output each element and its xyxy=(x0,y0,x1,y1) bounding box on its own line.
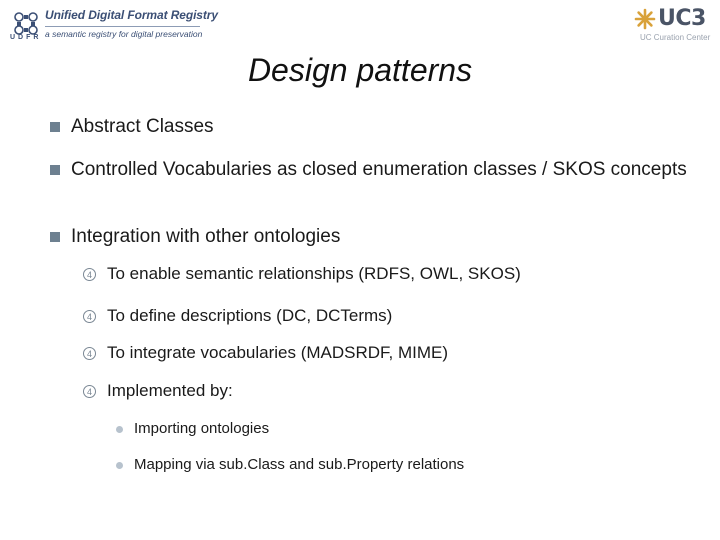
slide-header xyxy=(0,0,720,50)
uc3-logo-text: UC3 xyxy=(658,6,706,31)
dot-bullet-icon xyxy=(116,462,123,469)
subitem-semantic-relationships: To enable semantic relationships (RDFS, OWL, SKOS) xyxy=(107,264,521,283)
registry-title: Unified Digital Format Registry xyxy=(45,8,218,22)
square-bullet-icon xyxy=(50,122,60,132)
slide-title: Design patterns xyxy=(247,52,473,88)
bullet-abstract-classes: Abstract Classes xyxy=(71,116,214,137)
subitem-define-descriptions: To define descriptions (DC, DCTerms) xyxy=(107,306,393,325)
square-bullet-icon xyxy=(50,165,60,175)
uc3-star-icon xyxy=(634,8,656,30)
registry-subtitle: a semantic registry for digital preservation xyxy=(45,29,203,39)
subsubitem-importing-ontologies: Importing ontologies xyxy=(134,420,270,437)
circled-four-icon: 4 xyxy=(83,347,96,360)
header-divider xyxy=(45,26,200,27)
square-bullet-icon xyxy=(50,232,60,242)
bullet-controlled-vocabularies: Controlled Vocabularies as closed enumeration classes / SKOS concepts xyxy=(71,159,687,180)
dot-bullet-icon xyxy=(116,426,123,433)
subsubitem-mapping-relations: Mapping via sub.Class and sub.Property relations xyxy=(134,456,465,473)
circled-four-icon: 4 xyxy=(83,268,96,281)
subitem-integrate-vocabularies: To integrate vocabularies (MADSRDF, MIME) xyxy=(107,343,449,362)
subitem-implemented-by: Implemented by: xyxy=(107,381,233,400)
circled-four-icon: 4 xyxy=(83,385,96,398)
uc3-logo-subtitle: UC Curation Center xyxy=(640,33,711,42)
bullet-integration: Integration with other ontologies xyxy=(71,226,341,247)
circled-four-icon: 4 xyxy=(83,310,96,323)
registry-acronym: UDFR xyxy=(10,34,42,41)
